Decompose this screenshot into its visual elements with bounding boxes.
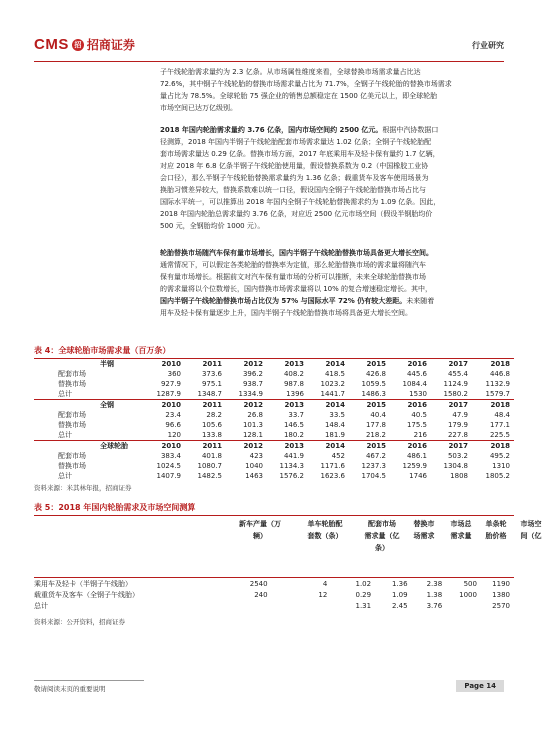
text-line: 通常情况下，可以假定各类轮胎的替换率为定值，那么轮胎替换市场的需求量将随汽车: [160, 261, 426, 269]
table-cell: 28.2: [206, 411, 222, 419]
table-cell: 1580.2: [443, 390, 468, 398]
row-label: 替换市场: [58, 380, 86, 388]
header-replacement-demand: [406, 518, 442, 542]
page-number: Page 14: [456, 680, 504, 692]
table-cell: 1.36: [391, 580, 408, 588]
paragraph-replacement-market: [160, 247, 496, 319]
table-cell: 1134.3: [279, 462, 304, 470]
logo-cms-text: CMS: [34, 36, 69, 53]
table-cell: 1.02: [355, 580, 372, 588]
year-header: 2012: [226, 400, 267, 411]
table-cell: [272, 601, 332, 612]
year-header: 2010: [144, 359, 185, 370]
table-cell: 383.4: [160, 452, 181, 460]
text-line: 用车及轻卡保有量逐步上升，国内半钢子午线轮胎替换市场将具备更大增长空间。: [160, 309, 412, 317]
table-cell: 1704.5: [361, 472, 386, 480]
table-cell: 1530: [409, 390, 427, 398]
header-line: 需求量: [450, 532, 472, 540]
table-cell: 495.2: [489, 452, 510, 460]
table4-source: 资料来源：米其林年报，招商证券: [34, 484, 132, 492]
table-cell: 133.8: [201, 431, 222, 439]
table-cell: 401.8: [201, 452, 222, 460]
table-row: [34, 601, 514, 612]
row-label: 替换市场: [58, 421, 86, 429]
row-label: 配套市场: [58, 411, 86, 419]
text-line: 72.6%，其中钢子午线轮胎的替换市场需求量占比为 71.7%，全钢子午线轮胎的替换市场需求: [160, 80, 452, 88]
table-cell: 1.09: [391, 591, 408, 599]
table4-title: 表 4：全球轮胎市场需求量（百万条）: [34, 346, 171, 355]
table-cell: 373.6: [201, 370, 222, 378]
header-line: 配套市场: [368, 520, 396, 528]
text-line: 径测算，2018 年国内半钢子午线轮胎配套市场需求量达 1.02 亿条；全钢子午线轮胎配: [160, 138, 432, 146]
table-row: [34, 420, 514, 430]
header-unit-price: [480, 518, 512, 542]
table-cell: 12: [318, 591, 328, 599]
table-cell: 1023.2: [320, 380, 345, 388]
table-cell: 148.4: [324, 421, 345, 429]
table-cell: 927.9: [160, 380, 181, 388]
table-cell: 48.4: [494, 411, 510, 419]
table-row: [34, 430, 514, 441]
table-row: [34, 461, 514, 471]
paragraph-global-market: [160, 66, 496, 114]
table-cell: 1805.2: [485, 472, 510, 480]
text-line: 国际水平统一，可以推算出 2018 年国内全钢子午线轮胎替换需求约为 1.09 亿条。因此，: [160, 198, 441, 206]
table-cell: 1287.9: [156, 390, 181, 398]
text-line: 根据中汽协数据口: [382, 126, 439, 134]
table-cell: 1482.5: [197, 472, 222, 480]
header-line: 套数（条）: [307, 532, 343, 540]
table-cell: 4: [322, 580, 328, 588]
table-cell: 179.9: [447, 421, 468, 429]
table-cell: 360: [167, 370, 181, 378]
table-cell: 467.2: [365, 452, 386, 460]
table-cell: 1040: [245, 462, 263, 470]
table-cell: 2.38: [426, 580, 443, 588]
header-line: 场需求: [413, 532, 435, 540]
table5-source: 资料来源：公开资料，招商证券: [34, 618, 125, 626]
table-cell: 1348.7: [197, 390, 222, 398]
table-cell: 1463: [245, 472, 263, 480]
table-cell: 1.31: [355, 602, 372, 610]
footer-divider: [34, 680, 144, 681]
table-row: [34, 379, 514, 389]
table-cell: 500: [463, 580, 477, 588]
year-header: 2016: [390, 441, 431, 452]
header-line: 市场总: [450, 520, 472, 528]
table-group-header: [34, 400, 514, 411]
table-cell: 180.2: [283, 431, 304, 439]
year-header: 2018: [472, 441, 514, 452]
text-line: 2018 年国内轮胎总需求量约 3.76 亿条，对应近 2500 亿元市场空间（假设半钢胎均价: [160, 210, 433, 218]
year-header: 2015: [349, 441, 390, 452]
paragraph-domestic-demand: [160, 124, 496, 232]
table-cell: 23.4: [165, 411, 181, 419]
table-cell: 2.45: [391, 602, 408, 610]
table-cell: 1000: [459, 591, 477, 599]
table-cell: 486.1: [406, 452, 427, 460]
table-row: [34, 389, 514, 400]
table-cell: 1310: [492, 462, 510, 470]
table-cell: 120: [167, 431, 181, 439]
table-cell: 441.9: [283, 452, 304, 460]
table-cell: 1380: [492, 591, 510, 599]
year-header: 2015: [349, 359, 390, 370]
table-cell: 396.2: [242, 370, 263, 378]
table-cell: 216: [413, 431, 427, 439]
year-header: 2013: [267, 359, 308, 370]
table-cell: 426.8: [365, 370, 386, 378]
table5-title: 表 5：2018 年国内轮胎需求及市场空间测算: [34, 503, 196, 512]
table-cell: 3.76: [426, 602, 443, 610]
year-header: 2014: [308, 359, 349, 370]
table-cell: 146.5: [283, 421, 304, 429]
table-cell: 1623.6: [320, 472, 345, 480]
row-label: 总计: [34, 602, 48, 610]
table-cell: 33.7: [288, 411, 304, 419]
header-line: 单条轮: [485, 520, 507, 528]
table-cell: 1334.9: [238, 390, 263, 398]
table-cell: 1080.7: [197, 462, 222, 470]
table-cell: 181.9: [324, 431, 345, 439]
text-line: 会口径），那么半钢子午线轮胎替换需求量约为 1.36 亿条；载重货车及客车使用场景为: [160, 174, 429, 182]
table-cell: 452: [331, 452, 345, 460]
table-cell: 96.6: [165, 421, 181, 429]
table-cell: 227.8: [447, 431, 468, 439]
table-cell: 418.5: [324, 370, 345, 378]
table-global-tire-demand: [34, 358, 514, 481]
table-group-header: [34, 441, 514, 452]
table-cell: 1.38: [426, 591, 443, 599]
table-cell: 26.8: [247, 411, 263, 419]
table-row: [34, 451, 514, 461]
table-cell: 446.8: [489, 370, 510, 378]
year-header: 2012: [226, 441, 267, 452]
table-domestic-demand: [34, 579, 514, 612]
year-header: 2011: [185, 359, 226, 370]
header-line: 间（亿: [520, 532, 542, 540]
table-cell: 1304.8: [443, 462, 468, 470]
table-cell: 1746: [409, 472, 427, 480]
bold-lead: 轮胎替换市场随汽车保有量市场增长，国内半钢子午线轮胎替换市场具备更大增长空间。: [160, 249, 433, 257]
table-cell: 177.8: [365, 421, 386, 429]
table-cell: 987.8: [283, 380, 304, 388]
header-line: 市场空: [520, 520, 542, 528]
footer-disclaimer: 敬请阅读末页的重要说明: [34, 685, 106, 693]
year-header: 2014: [308, 441, 349, 452]
year-header: 2011: [185, 441, 226, 452]
table-cell: 218.2: [365, 431, 386, 439]
row-label: 总计: [58, 390, 72, 398]
table-cell: 503.2: [447, 452, 468, 460]
table-group-header: [34, 359, 514, 370]
table-cell: 105.6: [201, 421, 222, 429]
table-cell: 1441.7: [320, 390, 345, 398]
year-header: 2016: [390, 400, 431, 411]
table-cell: [215, 601, 272, 612]
group-name: 全球轮胎: [34, 441, 144, 452]
logo-mark-icon: 招: [72, 39, 84, 51]
table-cell: 1237.3: [361, 462, 386, 470]
table-row: [34, 369, 514, 379]
text-line: 的需求量将以个位数增长，国内替换市场需求量将以 10% 的复合增速稳定增长。其中，: [160, 285, 433, 293]
table-row: [34, 579, 514, 590]
year-header: 2013: [267, 441, 308, 452]
text-line: 未来随着: [406, 297, 435, 305]
bold-lead: 2018 年国内轮胎需求量约 3.76 亿条，国内市场空间约 2500 亿元。: [160, 126, 383, 134]
row-label: 替换市场: [58, 462, 86, 470]
table5-header: [34, 516, 542, 558]
row-label: 配套市场: [58, 452, 86, 460]
header-line: 单车轮胎配: [307, 520, 343, 528]
table-cell: 408.2: [283, 370, 304, 378]
table-cell: 1407.9: [156, 472, 181, 480]
text-line: 换胎习惯差异较大，替换系数难以统一口径，假设国内全钢子午线轮胎替换市场占比与: [160, 186, 426, 194]
table-cell: 1486.3: [361, 390, 386, 398]
row-label: 乘用车及轻卡（半钢子午线胎）: [34, 580, 132, 588]
year-header: 2018: [472, 359, 514, 370]
table-cell: 128.1: [242, 431, 263, 439]
text-line: 500 元，全钢胎均价 1000 元）。: [160, 222, 265, 230]
table-cell: 975.1: [201, 380, 222, 388]
year-header: 2010: [144, 400, 185, 411]
table-row: [34, 410, 514, 420]
table-cell: 40.5: [411, 411, 427, 419]
header-line: 需求量（亿: [364, 532, 400, 540]
section-label: 行业研究: [472, 41, 504, 50]
header-line: 辆）: [253, 532, 267, 540]
table-cell: 1259.9: [402, 462, 427, 470]
text-line: 量占比为 78.5%。全球轮胎 75 强企业的销售总额稳定在 1500 亿美元以上，即全球轮胎: [160, 92, 438, 100]
year-header: 2012: [226, 359, 267, 370]
text-line: 市场空间已达万亿级别。: [160, 104, 237, 112]
table-cell: 101.3: [242, 421, 263, 429]
year-header: 2017: [431, 400, 472, 411]
header-line: 条）: [375, 544, 389, 552]
header-total-demand: [444, 518, 478, 542]
table-cell: 1059.5: [361, 380, 386, 388]
row-label: 总计: [58, 472, 72, 480]
text-line: 子午线轮胎需求量约为 2.3 亿条。从市场属性维度来看，全球替换市场需求量占比达: [160, 68, 421, 76]
text-line: 套市场需求量达 0.29 亿条。替换市场方面，2017 年底乘用车及轻卡保有量约 1.7 亿辆，: [160, 150, 440, 158]
row-label: 配套市场: [58, 370, 86, 378]
group-name: 半钢: [34, 359, 144, 370]
table-cell: 1576.2: [279, 472, 304, 480]
group-name: 全钢: [34, 400, 144, 411]
company-logo: [34, 36, 135, 53]
year-header: 2017: [431, 441, 472, 452]
table-cell: 2570: [492, 602, 510, 610]
table-cell: 938.7: [242, 380, 263, 388]
table-cell: [446, 601, 481, 612]
table-cell: 1396: [286, 390, 304, 398]
table-cell: 33.5: [329, 411, 345, 419]
table-row: [34, 471, 514, 481]
table-cell: 47.9: [452, 411, 468, 419]
table-cell: 455.4: [447, 370, 468, 378]
year-header: 2015: [349, 400, 390, 411]
table-cell: 240: [254, 591, 268, 599]
table-cell: 423: [249, 452, 263, 460]
table-cell: 1190: [492, 580, 510, 588]
text-line: 对应 2018 年 6.8 亿条半钢子午线轮胎使用量，假设替换系数为 0.2（中国橡胶工业协: [160, 162, 429, 170]
table-cell: 225.5: [489, 431, 510, 439]
header-oe-demand: [360, 518, 404, 554]
year-header: 2010: [144, 441, 185, 452]
table-cell: 1579.7: [485, 390, 510, 398]
table-cell: 1808: [450, 472, 468, 480]
table-cell: 40.4: [370, 411, 386, 419]
year-header: 2011: [185, 400, 226, 411]
header-market-size: [514, 518, 548, 542]
logo-company-name: 招商证券: [86, 38, 135, 52]
row-label: 载重货车及客车（全钢子午线胎）: [34, 591, 139, 599]
bold-highlight: 国内半钢子午线轮胎替换市场占比仅为 57% 与国际水平 72% 仍有较大差距。: [160, 297, 407, 305]
year-header: 2017: [431, 359, 472, 370]
table-cell: 445.6: [406, 370, 427, 378]
table-cell: 0.29: [355, 591, 372, 599]
table-cell: 1171.6: [320, 462, 345, 470]
header-line: 替换市: [413, 520, 435, 528]
header-line: 胎价格: [485, 532, 507, 540]
table-cell: 175.5: [406, 421, 427, 429]
header-line: 新车产量（万: [239, 520, 281, 528]
year-header: 2013: [267, 400, 308, 411]
year-header: 2018: [472, 400, 514, 411]
table5-header-rule: [34, 577, 514, 578]
table-cell: 1132.9: [485, 380, 510, 388]
year-header: 2014: [308, 400, 349, 411]
text-line: 保有量市场增长。根据前文对汽车保有量市场的分析可以推断，未来全球轮胎替换市场: [160, 273, 426, 281]
header-tires-per-car: [296, 518, 354, 542]
table-cell: 1084.4: [402, 380, 427, 388]
table-cell: 2540: [249, 580, 268, 588]
table-cell: 177.1: [489, 421, 510, 429]
row-label: 总计: [58, 431, 72, 439]
header-divider: [34, 61, 504, 62]
year-header: 2016: [390, 359, 431, 370]
page-header: [34, 34, 504, 60]
table-cell: 1024.5: [156, 462, 181, 470]
table-row: [34, 590, 514, 601]
header-new-car-output: [230, 518, 290, 542]
table-cell: 1124.9: [443, 380, 468, 388]
